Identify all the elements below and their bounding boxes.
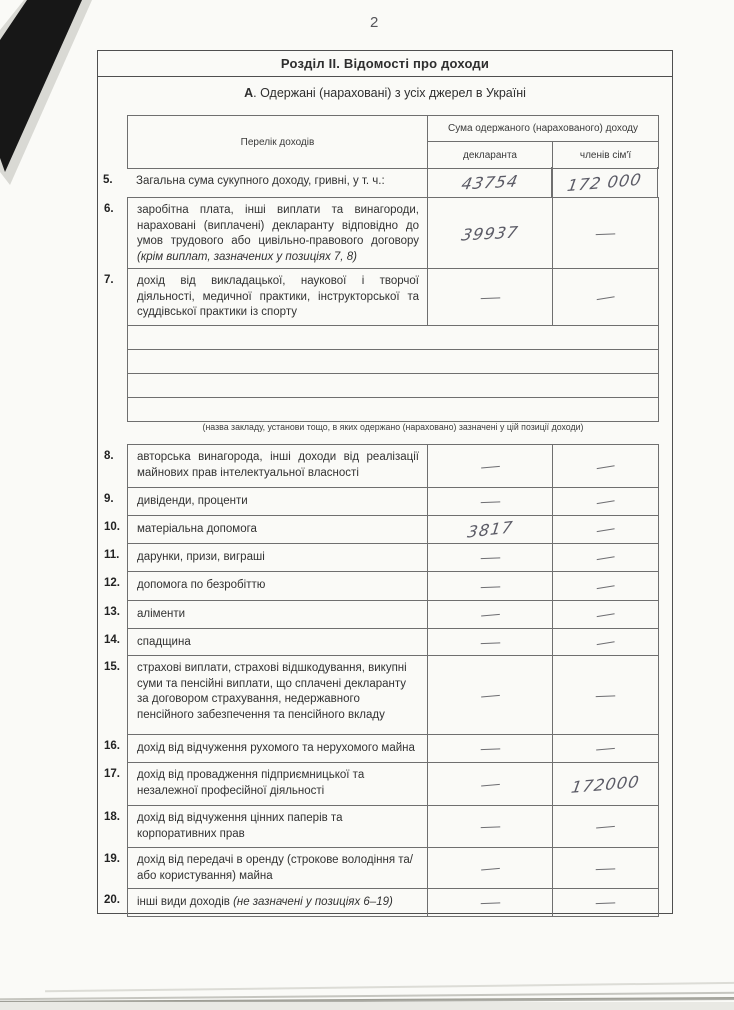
income-table-header <box>127 115 659 169</box>
income-label-italic: (не зазначені у позиціях 6–19) <box>233 896 393 908</box>
family-amount-cell <box>552 167 658 197</box>
handwritten-dash: — <box>479 456 501 476</box>
declarant-amount-cell <box>428 488 553 515</box>
declarant-amount-cell <box>428 198 553 268</box>
handwritten-dash: — <box>479 605 501 624</box>
blank-source-row <box>128 373 658 397</box>
handwritten-dash: — <box>479 858 501 878</box>
paper-stack-edge <box>45 982 734 993</box>
family-amount-cell <box>553 572 658 600</box>
income-label: дохід від викладацької, наукової і творчої діяльності, медичної практики, інструкторської та суддівської практики із спорту <box>128 269 428 325</box>
income-label: страхові виплати, страхові відшкодування, викупні суми та пенсійні виплати, що сплачені декларанту за договором страхування, недержавного пенсійного забезпечення та пенсійного вкладу <box>128 656 428 734</box>
declarant-amount-cell <box>428 629 553 655</box>
row-number: 19. <box>104 853 120 865</box>
handwritten-amount: 172 000 <box>566 169 644 195</box>
source-note-caption: (назва закладу, установи тощо, в яких одержано (нараховано) зазначені у цій позиції доходи) <box>202 422 584 432</box>
handwritten-dash: — <box>479 492 501 511</box>
income-label: дохід від відчуження рухомого та нерухомого майна <box>128 735 428 762</box>
table-row <box>104 445 658 487</box>
handwritten-dash: — <box>479 548 501 567</box>
handwritten-dash: — <box>479 577 501 595</box>
handwritten-dash: — <box>479 633 501 651</box>
family-amount-cell <box>553 735 658 762</box>
family-amount-cell <box>553 889 658 916</box>
table-row <box>104 515 658 543</box>
table-row <box>104 762 658 805</box>
declarant-amount-cell <box>427 167 552 197</box>
section-title: Розділ II. Відомості про доходи <box>280 56 490 71</box>
row-number: 5. <box>103 174 113 186</box>
table-row <box>104 268 658 325</box>
income-table-bottom <box>104 444 659 917</box>
handwritten-dash: — <box>595 287 616 307</box>
blank-source-row <box>128 349 658 373</box>
declarant-amount-cell <box>428 572 553 600</box>
row-number: 12. <box>104 577 120 589</box>
table-row <box>104 847 658 888</box>
declarant-amount-cell <box>428 848 553 888</box>
handwritten-dash: — <box>595 686 616 704</box>
row-number: 11. <box>104 549 120 561</box>
income-label: аліменти <box>128 601 428 628</box>
column-header-family: членів сім'ї <box>579 149 632 161</box>
declarant-amount-cell <box>428 763 553 805</box>
family-amount-cell <box>553 806 658 847</box>
declarant-amount-cell <box>428 735 553 762</box>
handwritten-dash: — <box>479 739 501 758</box>
page-number: 2 <box>370 14 379 31</box>
handwritten-dash: — <box>595 519 616 540</box>
table-row <box>103 167 659 197</box>
row-number: 6. <box>104 203 114 215</box>
handwritten-dash: — <box>595 547 616 568</box>
scan-background-strip <box>0 1002 734 1010</box>
table-row <box>104 888 658 916</box>
column-header-income-list: Перелік доходів <box>128 116 428 168</box>
income-label: матеріальна допомога <box>128 516 428 543</box>
income-label: допомога по безробіттю <box>128 572 428 600</box>
family-amount-cell <box>553 601 658 628</box>
income-label-italic: (крім виплат, зазначених у позиціях 7, 8) <box>137 250 357 263</box>
handwritten-dash: — <box>595 491 616 512</box>
table-row <box>104 571 658 600</box>
handwritten-amount: 39937 <box>459 222 521 244</box>
income-label-text: інші види доходів <box>137 896 234 908</box>
family-amount-cell <box>553 516 658 543</box>
row-number: 7. <box>104 274 114 286</box>
income-label: дохід від відчуження цінних паперів та корпоративних прав <box>128 806 428 847</box>
family-amount-cell <box>553 445 658 487</box>
declarant-amount-cell <box>428 516 553 543</box>
blank-source-row <box>128 325 658 349</box>
family-amount-cell <box>553 198 658 268</box>
declarant-amount-cell <box>428 806 553 847</box>
family-amount-cell <box>553 848 658 888</box>
subtitle-text: . Одержані (нараховані) з усіх джерел в Україні <box>253 86 526 100</box>
income-label: авторська винагорода, інші доходи від реалізації майнових прав інтелектуальної власності <box>128 445 428 487</box>
row-number: 9. <box>104 493 114 505</box>
handwritten-amount: 172000 <box>569 771 642 797</box>
handwritten-dash: — <box>595 224 616 242</box>
table-row <box>104 734 658 762</box>
handwritten-dash: — <box>595 456 616 476</box>
handwritten-dash: — <box>595 604 616 625</box>
handwritten-dash: — <box>595 817 616 836</box>
table-row <box>104 543 658 571</box>
section-subtitle <box>98 86 672 100</box>
income-label <box>128 889 428 916</box>
income-table-top <box>104 197 659 422</box>
table-row <box>104 487 658 515</box>
handwritten-dash: — <box>479 893 501 912</box>
handwritten-amount: 43754 <box>459 171 520 193</box>
handwritten-dash: — <box>595 576 616 596</box>
row-number: 13. <box>104 606 120 618</box>
handwritten-dash: — <box>595 893 616 912</box>
handwritten-dash: — <box>479 288 501 306</box>
family-amount-cell <box>553 656 658 734</box>
handwritten-dash: — <box>595 632 616 652</box>
declarant-amount-cell <box>428 601 553 628</box>
row-number: 10. <box>104 521 120 533</box>
declarant-amount-cell <box>428 889 553 916</box>
row-number: 20. <box>104 894 120 906</box>
income-label <box>128 198 428 268</box>
declarant-amount-cell <box>428 544 553 571</box>
form-frame <box>97 50 673 914</box>
table-row <box>104 805 658 847</box>
blank-source-row <box>128 397 658 421</box>
handwritten-dash: — <box>595 739 616 758</box>
income-label: спадщина <box>128 629 428 655</box>
income-label: дарунки, призи, виграші <box>128 544 428 571</box>
family-amount-cell <box>553 763 658 805</box>
handwritten-dash: — <box>479 685 501 705</box>
family-amount-cell <box>553 269 658 325</box>
family-amount-cell <box>553 544 658 571</box>
income-label: дивіденди, проценти <box>128 488 428 515</box>
declarant-amount-cell <box>428 269 553 325</box>
handwritten-dash: — <box>479 774 501 794</box>
family-amount-cell <box>553 629 658 655</box>
row-number: 17. <box>104 768 120 780</box>
table-row <box>104 628 658 655</box>
handwritten-amount: 3817 <box>465 517 515 542</box>
column-header-declarant: декларанта <box>428 142 553 168</box>
section-title-bar <box>98 51 672 77</box>
subtitle-letter: А <box>244 86 254 100</box>
table-row <box>104 600 658 628</box>
income-label: дохід від передачі в оренду (строкове володіння та/або користування) майна <box>128 848 428 888</box>
row-number: 15. <box>104 661 120 673</box>
handwritten-dash: — <box>479 817 501 836</box>
row-number: 16. <box>104 740 120 752</box>
table-row <box>104 655 658 734</box>
declarant-amount-cell <box>428 445 553 487</box>
declarant-amount-cell <box>428 656 553 734</box>
handwritten-dash: — <box>595 859 616 877</box>
row-number: 14. <box>104 634 120 646</box>
row-number: 8. <box>104 450 114 462</box>
family-amount-cell <box>553 488 658 515</box>
income-label: Загальна сума сукупного доходу, гривні, у т. ч.: <box>136 175 385 187</box>
table-row <box>104 198 658 268</box>
row-number: 18. <box>104 811 120 823</box>
income-label-text: заробітна плата, інші виплати та винагороди, нараховані (виплачені) декларанту відповідно до умов трудового або цивільно-правового договору <box>137 204 419 247</box>
income-label: дохід від провадження підприємницької та незалежної професійної діяльності <box>128 763 428 805</box>
column-header-sum: Сума одержаного (нарахованого) доходу <box>428 116 658 142</box>
